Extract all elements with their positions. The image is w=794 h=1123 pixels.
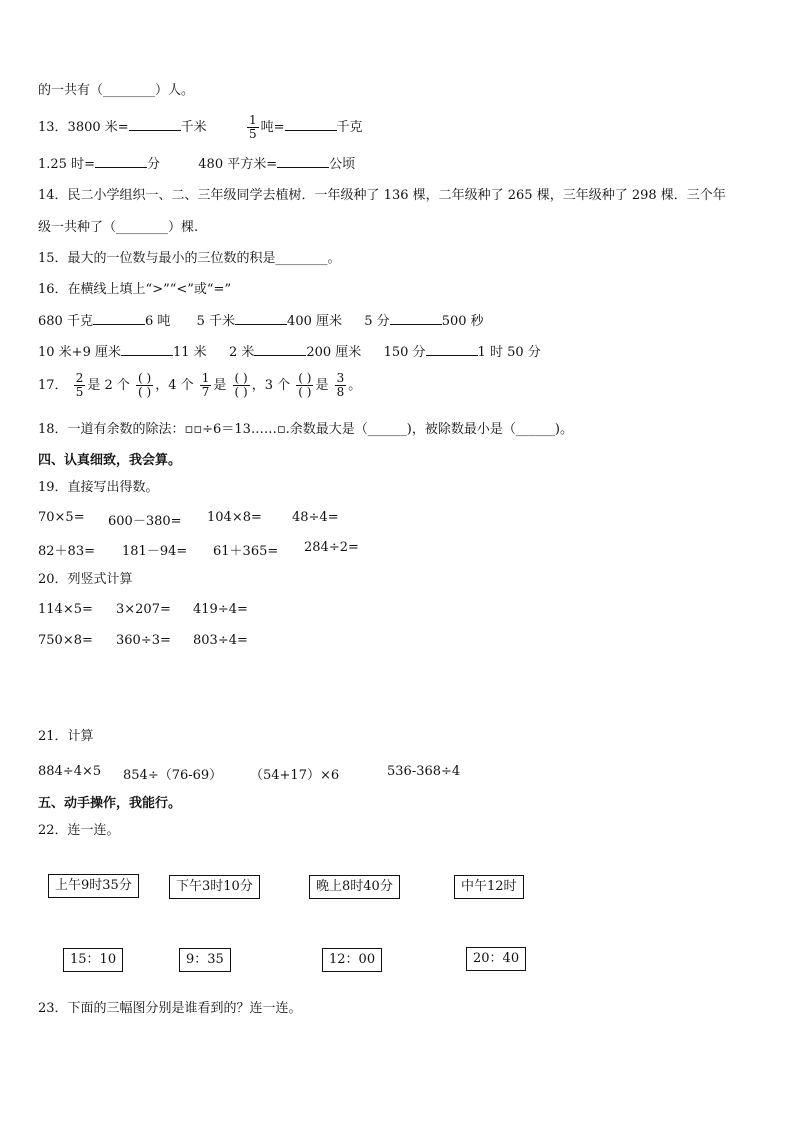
q21-title: 21．计算	[38, 729, 94, 744]
q17-frac-3: $\frac{3}{8}$	[336, 371, 345, 399]
q19-item: 284÷2=	[304, 540, 359, 555]
q17-blank-frac-1[interactable]: $\frac{( )}{( )}$	[138, 371, 152, 399]
q16-blank-6[interactable]	[426, 343, 478, 356]
q18: 18．一道有余数的除法：▫▫÷6＝13……▫.余数最大是（______)，被除数最小是（______)。	[38, 422, 573, 437]
q20-title: 20．列竖式计算	[38, 572, 133, 587]
q19-item: 104×8=	[207, 510, 262, 525]
q16-r2-e: 150 分	[383, 345, 426, 360]
q15: 15．最大的一位数与最小的三位数的积是________。	[38, 251, 341, 266]
q16-r1-b: 6 吨	[144, 314, 171, 329]
q17: 17． $\frac{2}{5}$ 是 2 个 $\frac{( )}{( )}$ ，4 个 $\frac{1}{7}$ 是 $\frac{( )}{( )}$ ，3 个 $\frac{( )}{( )}$ 是 $\frac{3}{8}$ 。	[38, 371, 362, 399]
q13-b2: 480 平方米=	[198, 157, 278, 172]
section-5-heading: 五、动手操作，我能行。	[38, 796, 182, 811]
q16-r1-f: 500 秒	[441, 314, 484, 329]
q17-blank-frac-3[interactable]: $\frac{( )}{( )}$	[298, 371, 312, 399]
q19-item: 61＋365=	[213, 544, 279, 559]
time-box-top-2[interactable]: 下午3时10分	[169, 875, 260, 899]
section-4-heading: 四、认真细致，我会算。	[38, 453, 182, 468]
q16-blank-5[interactable]	[254, 343, 306, 356]
q19-item: 70×5=	[38, 510, 85, 525]
q13-b2-unit: 公顷	[329, 157, 356, 172]
q16-blank-2[interactable]	[235, 312, 287, 325]
q20-item: 803÷4=	[193, 633, 248, 648]
time-box-bottom-4[interactable]: 20：40	[466, 947, 526, 971]
q17-blank-frac-2[interactable]: $\frac{( )}{( )}$	[234, 371, 248, 399]
q16-r1-e: 5 分	[364, 314, 390, 329]
q16-r1-c: 5 千米	[196, 314, 236, 329]
q19-item: 181－94=	[122, 544, 188, 559]
q13-line2	[38, 155, 355, 174]
q13-number: 13．	[38, 120, 68, 135]
q13-blank-1[interactable]	[129, 118, 181, 131]
q13-line1	[38, 110, 363, 146]
time-box-top-4[interactable]: 中午12时	[454, 875, 524, 899]
time-box-bottom-2[interactable]: 9：35	[179, 948, 231, 972]
q13-blank-3[interactable]	[95, 155, 147, 168]
q20-item: 419÷4=	[193, 602, 248, 617]
q21-item: 536-368÷4	[387, 764, 461, 779]
q14-line1: 14．民二小学组织一、二、三年级同学去植树．一年级种了 136 棵，二年级种了 265 棵，三年级种了 298 棵．三个年	[38, 188, 726, 203]
q17-frac-1: $\frac{2}{5}$	[75, 371, 84, 399]
q19-title: 19．直接写出得数。	[38, 480, 159, 495]
q19-item: 600－380=	[108, 514, 182, 529]
q13-b1: 1.25 时=	[38, 157, 95, 172]
time-box-top-3[interactable]: 晚上8时40分	[309, 875, 400, 899]
q14-line2: 级一共种了（________）棵.	[38, 220, 199, 235]
q16-blank-1[interactable]	[93, 312, 145, 325]
q16-blank-4[interactable]	[121, 343, 173, 356]
q16-r1-a: 680 千克	[38, 314, 93, 329]
q13-a1: 3800 米=	[67, 120, 129, 135]
q13-blank-4[interactable]	[277, 155, 329, 168]
q13-blank-2[interactable]	[285, 118, 337, 131]
q13-frac-den: 5	[248, 127, 257, 141]
q13-b1-unit: 分	[146, 157, 160, 172]
q21-item: 854÷（76-69）	[123, 768, 223, 783]
q21-item: 884÷4×5	[38, 764, 102, 779]
q16-r1-d: 400 厘米	[287, 314, 342, 329]
q13-frac-num: 1	[248, 113, 257, 127]
q13-a2: 吨=	[260, 120, 285, 135]
q20-item: 360÷3=	[116, 633, 171, 648]
time-box-bottom-3[interactable]: 12：00	[322, 948, 382, 972]
q16-r2-a: 10 米+9 厘米	[38, 345, 121, 360]
q16-r2-c: 2 米	[228, 345, 255, 360]
q16-r2-d: 200 厘米	[306, 345, 362, 360]
q19-item: 82＋83=	[38, 544, 95, 559]
time-box-bottom-1[interactable]: 15：10	[63, 948, 123, 972]
q16-row2	[38, 343, 541, 362]
q21-item: （54+17）×6	[250, 768, 340, 783]
q20-item: 3×207=	[116, 602, 171, 617]
q13-a2-unit: 千克	[336, 120, 363, 135]
q13-fraction	[247, 114, 259, 141]
q16-r2-b: 11 米	[172, 345, 207, 360]
q16-blank-3[interactable]	[390, 312, 442, 325]
q19-item: 48÷4=	[292, 510, 339, 525]
q20-item: 750×8=	[38, 633, 93, 648]
q22-title: 22．连一连。	[38, 823, 120, 838]
q16-r2-f: 1 时 50 分	[477, 345, 541, 360]
q23: 23．下面的三幅图分别是谁看到的？连一连。	[38, 1001, 302, 1016]
q12-tail: 的一共有（________）人。	[38, 83, 195, 98]
time-box-top-1[interactable]: 上午9时35分	[48, 874, 139, 898]
q17-frac-2: $\frac{1}{7}$	[201, 371, 210, 399]
q20-item: 114×5=	[38, 602, 93, 617]
q17-number: 17．	[38, 378, 68, 393]
q13-a1-unit: 千米	[180, 120, 207, 135]
q16-row1	[38, 312, 484, 331]
q16-title: 16．在横线上填上“>”“<”或“=”	[38, 282, 232, 297]
